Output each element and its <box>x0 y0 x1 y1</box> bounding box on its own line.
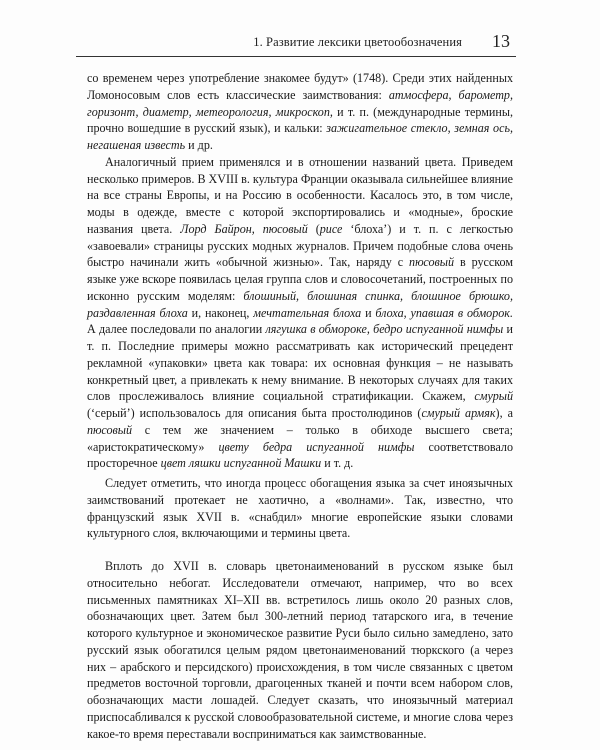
italic-term: рисе <box>319 221 343 236</box>
text-run: со временем через употребление знакомее будут» (1748). Среди этих найденных Ломоносовым слов есть классические заимствования: <box>87 71 513 102</box>
text-run: с тем же значением – только в обиходе высшего света; «аристократическому» <box>87 422 513 454</box>
text-run: в русском языке уже вскоре появилась целая группа слов и словосочетаний, построенных по исконно русским моделям: <box>87 255 513 303</box>
italic-term: лягушка в обмороке, бедро испуганной нимфы <box>265 322 504 337</box>
paragraph-4 <box>87 558 513 742</box>
text-run: (‘серый’) использовалось для описания быта простолюдинов ( <box>87 406 422 420</box>
running-header <box>76 32 510 54</box>
text-run: А далее последовали по аналогии <box>87 322 266 337</box>
italic-term: блошиный, блошиная спинка, блошиное брюшко, раздавленная блоха <box>87 288 513 320</box>
italic-term: пюсовый <box>409 255 455 270</box>
text-run: и др. <box>185 138 213 152</box>
text-run: соответствовало просторечное <box>87 439 513 471</box>
text-run: ), а <box>495 406 513 420</box>
text-run: и т. д. <box>321 456 354 471</box>
paragraph-3 <box>87 475 513 542</box>
paragraph-2 <box>87 154 513 472</box>
italic-term: атмосфера, барометр, горизонт, диаметр, метеорология, микроскоп, <box>87 87 513 119</box>
italic-term: Лорд Байрон, пюсовый <box>180 221 308 236</box>
text-run: и <box>361 305 376 320</box>
text-run: Вплоть до XVII в. словарь цветонаименований в русском языке был относительно небогат. Исследователи отмечают, например, что во всех письменных памятниках XI–XII вв. встретилось лишь около 20 разных слов, обозначающих цвет. Затем был 300-летний период татарского ига, в течение которого культурное и экономическое развитие Руси было сильно замедлено, зато русский язык обогатился целым рядом цветонаименований тюркского (а через них – арабского и персидского) происхождения, в том числе связанных с цветом предметов восточной торговли, драгоценных тканей и почти всем набором слов, обозначающих масти лошадей. Следует сказать, что иноязычный материал приспосабливался к русской словообразовательной системе, и многие слова через какое-то время переставали восприниматься как заимствованные. <box>87 559 513 741</box>
text-run: и т. п. (международные термины, прочно вошедшие в русский язык), и кальки: <box>87 104 513 136</box>
paragraph-1 <box>87 70 513 154</box>
text-run: Следует отметить, что иногда процесс обогащения языка за счет иноязычных заимствований протекает не хаотично, а «волнами». Так, известно, что французский язык XVII в. «снабдил» многие европейские языки словами культурного слоя, включающими и термины цвета. <box>87 476 513 541</box>
italic-term: блоха, упавшая в обморок. <box>375 305 513 320</box>
italic-term: цвету бедра испуганной нимфы <box>218 439 415 454</box>
italic-term: зажигательное стекло, земная ось, негашеная известь <box>87 121 513 152</box>
text-run: ( <box>307 221 320 236</box>
chapter-title: 1. Развитие лексики цветообозначения <box>253 35 462 49</box>
header-rule <box>76 56 516 57</box>
text-run: Аналогичный прием применялся и в отношении названий цвета. Приведем несколько примеров. В XVIII в. культура Франции оказывала сильнейшее влияние на все страны Европы, и на Россию в особенности. Касалось это, в том числе, моды в одежде, вместе с которой экспортировались и «модные», броские названия цвета. <box>87 154 513 236</box>
page-number: 13 <box>492 31 510 51</box>
italic-term: смурый <box>474 389 513 404</box>
text-run: и, наконец, <box>187 305 254 320</box>
body-text <box>87 70 513 742</box>
italic-term: пюсовый <box>87 422 133 437</box>
italic-term: смурый армяк <box>421 406 496 420</box>
text-run: и т. п. Последние примеры можно рассматривать как исторический прецедент рекламной «упаковки» цвета как товара: их основная функция – не называть конкретный цвет, а привлекать к нему внимание. В некоторых случаях для таких слов прослеживалось влияние социальной стратификации. Скажем, <box>87 322 514 404</box>
italic-term: цвет ляшки испуганной Машки <box>160 456 322 471</box>
italic-term: мечтательная блоха <box>253 305 362 320</box>
text-run: ‘блоха’) и т. п. с легкостью «завоевали» страницы русских модных журналов. Причем подобные слова очень быстро начинали жить «обычной жизнью». Так, наряду с <box>87 221 513 270</box>
